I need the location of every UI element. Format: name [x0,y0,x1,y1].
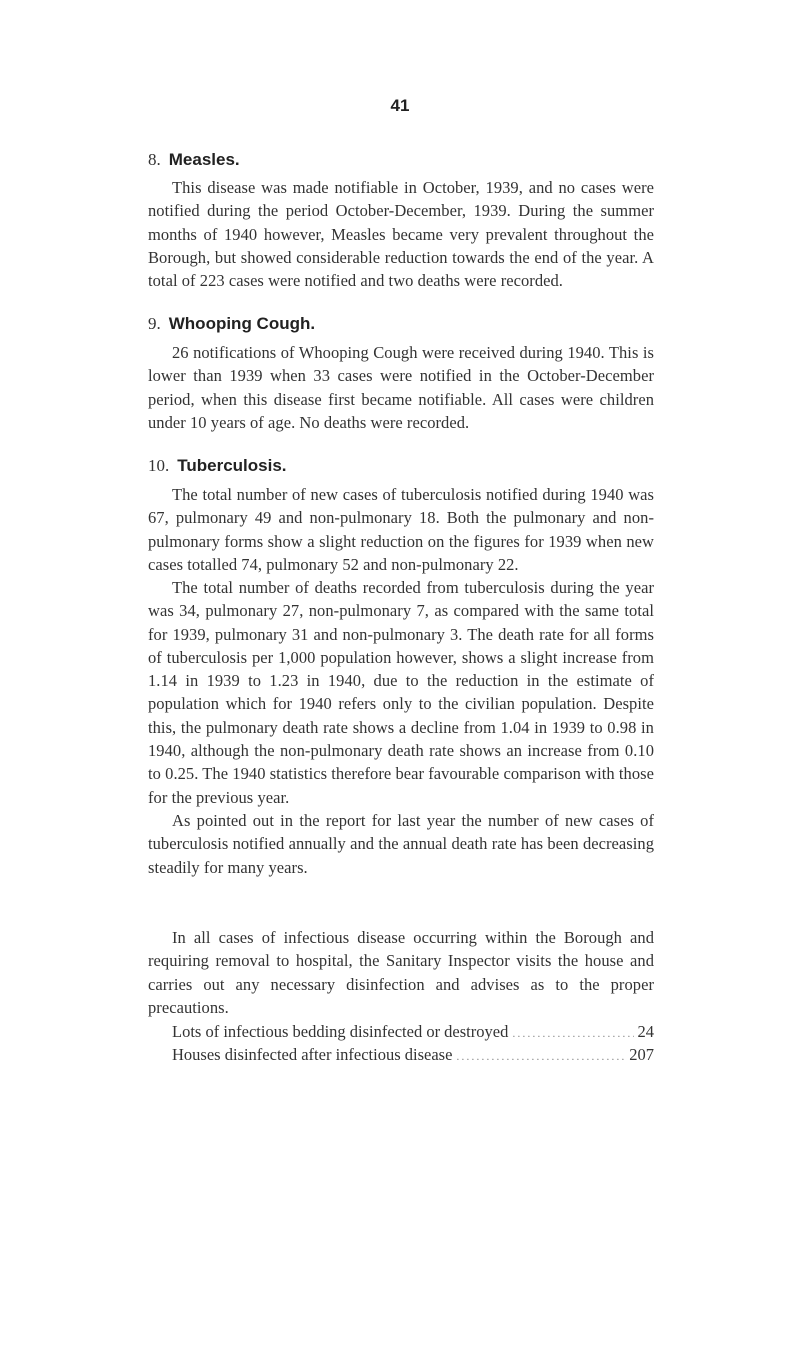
list-item-label: Lots of infectious bedding disinfected or destroyed [172,1022,509,1041]
section-number: 9. [148,314,161,333]
tuberculosis-paragraph-1: The total number of new cases of tuberculosis notified during 1940 was 67, pulmonary 49 and non-pulmonary 18. Both the pulmonary and non-pulmonary forms show a slight reduction on the figures for 1939 when new cases totalled 74, pulmonary 52 and non-pulmonary 22. [148,485,654,574]
section-heading-measles [148,150,240,170]
dot-leader [456,1049,625,1064]
section-heading-whooping-cough [148,314,315,334]
section-number: 10. [148,456,170,475]
list-item-value: 207 [629,1045,654,1064]
page-number: 41 [390,96,410,115]
section-title: Tuberculosis. [177,456,287,475]
tuberculosis-paragraph-2: The total number of deaths recorded from tuberculosis during the year was 34, pulmonary 27, non-pulmonary 7, as compared with the same total for 1939, pulmonary 31 and non-pulmonary 3. The death rate for all forms of tuberculosis per 1,000 population however, shows a slight increase from 1.14 in 1939 to 1.23 in 1940, due to the reduction in the estimate of population which for 1940 refers only to the civilian population. Despite this, the pulmonary death rate shows a decline from 1.04 in 1939 to 0.98 in 1940, although the non-pulmonary death rate shows an increase from 0.10 to 0.25. The 1940 statistics therefore bear favourable comparison with those for the previous year. [148,578,654,807]
whooping-cough-paragraph: 26 notifications of Whooping Cough were received during 1940. This is lower than 1939 when 33 cases were notified in the October-December period, when this disease first became notifiable. All cases were children under 10 years of age. No deaths were recorded. [148,343,654,432]
section-title: Measles. [168,150,240,169]
tuberculosis-paragraph-3: As pointed out in the report for last year the number of new cases of tuberculosis notified annually and the annual death rate has been decreasing steadily for many years. [148,811,654,877]
list-item-label: Houses disinfected after infectious disease [172,1045,453,1064]
section-heading-tuberculosis [148,456,287,476]
list-item-houses [172,1045,654,1069]
list-item-value: 24 [637,1022,654,1041]
dot-leader [512,1026,633,1041]
list-item-bedding [172,1022,654,1046]
disinfection-paragraph: In all cases of infectious disease occurring within the Borough and requiring removal to hospital, the Sanitary Inspector visits the house and carries out any necessary disinfection and advises as to the proper precautions. [148,928,654,1017]
measles-paragraph: This disease was made notifiable in October, 1939, and no cases were notified during the period October-December, 1939. During the summer months of 1940 however, Measles became very prevalent throughout the Borough, but showed considerable reduction towards the end of the year. A total of 223 cases were notified and two deaths were recorded. [148,178,654,291]
section-title: Whooping Cough. [168,314,316,333]
section-number: 8. [148,150,161,169]
